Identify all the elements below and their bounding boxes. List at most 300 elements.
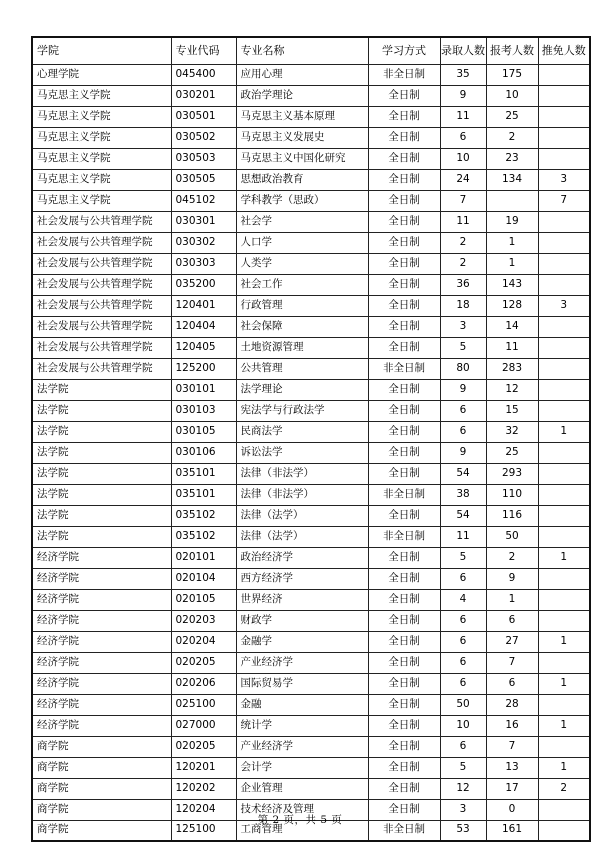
cell-major-name: 行政管理 <box>236 295 368 316</box>
cell-major-code: 030501 <box>171 106 236 127</box>
cell-major-code: 035101 <box>171 484 236 505</box>
cell-college: 马克思主义学院 <box>32 148 171 169</box>
cell-applied: 15 <box>486 400 538 421</box>
cell-study-mode: 非全日制 <box>368 526 440 547</box>
table-row <box>32 400 590 421</box>
cell-admitted: 12 <box>440 778 486 799</box>
cell-major-code: 120202 <box>171 778 236 799</box>
cell-major-name: 国际贸易学 <box>236 673 368 694</box>
cell-college: 经济学院 <box>32 673 171 694</box>
cell-major-code: 030502 <box>171 127 236 148</box>
cell-recommended <box>538 694 590 715</box>
cell-major-name: 学科教学（思政） <box>236 190 368 211</box>
cell-admitted: 11 <box>440 526 486 547</box>
table-row <box>32 337 590 358</box>
cell-recommended <box>538 316 590 337</box>
cell-college: 经济学院 <box>32 715 171 736</box>
cell-admitted: 3 <box>440 316 486 337</box>
cell-major-name: 企业管理 <box>236 778 368 799</box>
cell-college: 法学院 <box>32 400 171 421</box>
column-header-college: 学院 <box>32 37 171 64</box>
cell-major-name: 马克思主义发展史 <box>236 127 368 148</box>
cell-college: 心理学院 <box>32 64 171 85</box>
cell-major-name: 应用心理 <box>236 64 368 85</box>
cell-major-code: 020206 <box>171 673 236 694</box>
table-row <box>32 547 590 568</box>
cell-study-mode: 全日制 <box>368 148 440 169</box>
cell-study-mode: 全日制 <box>368 589 440 610</box>
cell-recommended <box>538 568 590 589</box>
cell-applied: 7 <box>486 736 538 757</box>
cell-applied: 28 <box>486 694 538 715</box>
table-row <box>32 274 590 295</box>
cell-recommended <box>538 274 590 295</box>
cell-major-code: 020105 <box>171 589 236 610</box>
cell-applied: 27 <box>486 631 538 652</box>
cell-college: 社会发展与公共管理学院 <box>32 337 171 358</box>
table-row <box>32 610 590 631</box>
cell-recommended: 1 <box>538 757 590 778</box>
cell-study-mode: 全日制 <box>368 631 440 652</box>
table-row <box>32 421 590 442</box>
cell-recommended: 1 <box>538 673 590 694</box>
cell-major-name: 宪法学与行政法学 <box>236 400 368 421</box>
cell-applied: 23 <box>486 148 538 169</box>
cell-major-code: 125100 <box>171 820 236 841</box>
table-row <box>32 85 590 106</box>
cell-study-mode: 非全日制 <box>368 358 440 379</box>
cell-admitted: 6 <box>440 673 486 694</box>
cell-college: 社会发展与公共管理学院 <box>32 274 171 295</box>
cell-major-name: 世界经济 <box>236 589 368 610</box>
table-row <box>32 694 590 715</box>
cell-study-mode: 全日制 <box>368 379 440 400</box>
page-footer: 第 2 页，共 5 页 <box>257 814 343 826</box>
cell-study-mode: 全日制 <box>368 799 440 820</box>
cell-applied: 11 <box>486 337 538 358</box>
cell-study-mode: 全日制 <box>368 505 440 526</box>
cell-major-code: 045102 <box>171 190 236 211</box>
cell-admitted: 4 <box>440 589 486 610</box>
table-row <box>32 358 590 379</box>
cell-study-mode: 非全日制 <box>368 64 440 85</box>
column-header-major-code: 专业代码 <box>171 37 236 64</box>
cell-major-code: 120401 <box>171 295 236 316</box>
column-header-major-name: 专业名称 <box>236 37 368 64</box>
cell-admitted: 6 <box>440 568 486 589</box>
cell-college: 商学院 <box>32 736 171 757</box>
cell-applied: 293 <box>486 463 538 484</box>
cell-major-code: 030106 <box>171 442 236 463</box>
cell-admitted: 2 <box>440 253 486 274</box>
cell-college: 商学院 <box>32 757 171 778</box>
cell-recommended: 1 <box>538 631 590 652</box>
cell-college: 社会发展与公共管理学院 <box>32 295 171 316</box>
cell-major-name: 社会学 <box>236 211 368 232</box>
table-row <box>32 379 590 400</box>
cell-study-mode: 全日制 <box>368 253 440 274</box>
cell-study-mode: 全日制 <box>368 694 440 715</box>
cell-applied: 283 <box>486 358 538 379</box>
cell-admitted: 3 <box>440 799 486 820</box>
cell-admitted: 6 <box>440 400 486 421</box>
cell-applied: 10 <box>486 85 538 106</box>
cell-major-name: 西方经济学 <box>236 568 368 589</box>
cell-college: 经济学院 <box>32 589 171 610</box>
cell-college: 马克思主义学院 <box>32 127 171 148</box>
cell-major-code: 020205 <box>171 652 236 673</box>
cell-major-name: 公共管理 <box>236 358 368 379</box>
cell-study-mode: 全日制 <box>368 442 440 463</box>
cell-study-mode: 全日制 <box>368 127 440 148</box>
cell-major-code: 020205 <box>171 736 236 757</box>
table-row <box>32 736 590 757</box>
cell-study-mode: 全日制 <box>368 274 440 295</box>
cell-college: 法学院 <box>32 463 171 484</box>
column-header-applied: 报考人数 <box>486 37 538 64</box>
cell-admitted: 53 <box>440 820 486 841</box>
table-row <box>32 316 590 337</box>
cell-applied: 9 <box>486 568 538 589</box>
cell-study-mode: 全日制 <box>368 421 440 442</box>
cell-major-code: 020204 <box>171 631 236 652</box>
cell-applied: 134 <box>486 169 538 190</box>
cell-admitted: 54 <box>440 463 486 484</box>
cell-admitted: 10 <box>440 715 486 736</box>
cell-college: 法学院 <box>32 526 171 547</box>
cell-recommended: 1 <box>538 421 590 442</box>
cell-college: 商学院 <box>32 799 171 820</box>
cell-recommended <box>538 463 590 484</box>
cell-major-code: 035102 <box>171 505 236 526</box>
column-header-study-mode: 学习方式 <box>368 37 440 64</box>
cell-applied: 32 <box>486 421 538 442</box>
cell-applied: 14 <box>486 316 538 337</box>
cell-admitted: 6 <box>440 610 486 631</box>
cell-admitted: 24 <box>440 169 486 190</box>
cell-college: 经济学院 <box>32 547 171 568</box>
cell-major-name: 思想政治教育 <box>236 169 368 190</box>
cell-college: 社会发展与公共管理学院 <box>32 316 171 337</box>
table-row <box>32 148 590 169</box>
cell-major-name: 工商管理 <box>236 820 368 841</box>
cell-major-name: 人口学 <box>236 232 368 253</box>
cell-admitted: 36 <box>440 274 486 295</box>
table-row <box>32 484 590 505</box>
cell-major-code: 030101 <box>171 379 236 400</box>
cell-study-mode: 非全日制 <box>368 484 440 505</box>
cell-recommended <box>538 211 590 232</box>
cell-college: 商学院 <box>32 778 171 799</box>
cell-study-mode: 全日制 <box>368 211 440 232</box>
cell-study-mode: 全日制 <box>368 400 440 421</box>
cell-admitted: 9 <box>440 379 486 400</box>
cell-applied: 7 <box>486 652 538 673</box>
cell-admitted: 50 <box>440 694 486 715</box>
table-row <box>32 106 590 127</box>
cell-major-name: 土地资源管理 <box>236 337 368 358</box>
cell-major-name: 民商法学 <box>236 421 368 442</box>
table-row <box>32 463 590 484</box>
table-row <box>32 64 590 85</box>
cell-college: 经济学院 <box>32 694 171 715</box>
cell-study-mode: 全日制 <box>368 85 440 106</box>
cell-recommended <box>538 232 590 253</box>
cell-major-code: 030503 <box>171 148 236 169</box>
cell-study-mode: 全日制 <box>368 736 440 757</box>
cell-admitted: 5 <box>440 757 486 778</box>
table-row <box>32 442 590 463</box>
cell-college: 马克思主义学院 <box>32 169 171 190</box>
cell-major-code: 120405 <box>171 337 236 358</box>
cell-recommended <box>538 526 590 547</box>
cell-college: 社会发展与公共管理学院 <box>32 253 171 274</box>
cell-college: 经济学院 <box>32 568 171 589</box>
cell-admitted: 9 <box>440 442 486 463</box>
cell-major-name: 社会保障 <box>236 316 368 337</box>
cell-major-code: 020104 <box>171 568 236 589</box>
cell-applied: 2 <box>486 547 538 568</box>
cell-study-mode: 全日制 <box>368 337 440 358</box>
table-row <box>32 190 590 211</box>
cell-study-mode: 全日制 <box>368 547 440 568</box>
cell-applied: 1 <box>486 589 538 610</box>
cell-study-mode: 全日制 <box>368 169 440 190</box>
cell-admitted: 10 <box>440 148 486 169</box>
cell-applied: 1 <box>486 232 538 253</box>
cell-major-name: 产业经济学 <box>236 736 368 757</box>
cell-major-code: 125200 <box>171 358 236 379</box>
cell-applied: 110 <box>486 484 538 505</box>
cell-recommended <box>538 736 590 757</box>
cell-major-code: 030303 <box>171 253 236 274</box>
cell-major-code: 020203 <box>171 610 236 631</box>
cell-college: 马克思主义学院 <box>32 85 171 106</box>
cell-college: 经济学院 <box>32 631 171 652</box>
cell-major-code: 025100 <box>171 694 236 715</box>
cell-major-name: 社会工作 <box>236 274 368 295</box>
cell-major-code: 030201 <box>171 85 236 106</box>
cell-major-name: 法学理论 <box>236 379 368 400</box>
cell-admitted: 6 <box>440 421 486 442</box>
cell-applied: 12 <box>486 379 538 400</box>
cell-admitted: 6 <box>440 127 486 148</box>
cell-study-mode: 全日制 <box>368 757 440 778</box>
cell-major-code: 120201 <box>171 757 236 778</box>
table-row <box>32 757 590 778</box>
cell-major-name: 马克思主义基本原理 <box>236 106 368 127</box>
cell-major-name: 人类学 <box>236 253 368 274</box>
cell-recommended <box>538 379 590 400</box>
cell-applied: 19 <box>486 211 538 232</box>
table-row <box>32 715 590 736</box>
cell-admitted: 11 <box>440 211 486 232</box>
cell-study-mode: 非全日制 <box>368 820 440 841</box>
cell-recommended <box>538 85 590 106</box>
cell-recommended <box>538 484 590 505</box>
cell-admitted: 6 <box>440 736 486 757</box>
cell-major-code: 027000 <box>171 715 236 736</box>
cell-recommended <box>538 253 590 274</box>
cell-applied: 1 <box>486 253 538 274</box>
cell-study-mode: 全日制 <box>368 568 440 589</box>
cell-major-code: 030301 <box>171 211 236 232</box>
cell-applied <box>486 190 538 211</box>
table-row <box>32 505 590 526</box>
cell-recommended <box>538 589 590 610</box>
table-row <box>32 673 590 694</box>
table-row <box>32 169 590 190</box>
cell-admitted: 54 <box>440 505 486 526</box>
cell-study-mode: 全日制 <box>368 190 440 211</box>
cell-applied: 13 <box>486 757 538 778</box>
cell-applied: 6 <box>486 610 538 631</box>
cell-major-name: 会计学 <box>236 757 368 778</box>
cell-major-code: 030505 <box>171 169 236 190</box>
table-row <box>32 295 590 316</box>
cell-study-mode: 全日制 <box>368 778 440 799</box>
cell-major-code: 120404 <box>171 316 236 337</box>
cell-applied: 25 <box>486 442 538 463</box>
cell-study-mode: 全日制 <box>368 610 440 631</box>
cell-major-name: 产业经济学 <box>236 652 368 673</box>
cell-applied: 161 <box>486 820 538 841</box>
table-body <box>32 64 590 841</box>
cell-recommended: 7 <box>538 190 590 211</box>
table-row <box>32 589 590 610</box>
table-row <box>32 253 590 274</box>
cell-admitted: 35 <box>440 64 486 85</box>
cell-recommended <box>538 127 590 148</box>
cell-admitted: 5 <box>440 547 486 568</box>
cell-major-name: 法律（法学） <box>236 505 368 526</box>
cell-college: 经济学院 <box>32 652 171 673</box>
cell-college: 经济学院 <box>32 610 171 631</box>
cell-admitted: 18 <box>440 295 486 316</box>
table-row <box>32 631 590 652</box>
cell-major-name: 法律（法学） <box>236 526 368 547</box>
cell-admitted: 6 <box>440 652 486 673</box>
table-header <box>32 37 590 64</box>
table-header-row <box>32 37 590 64</box>
cell-study-mode: 全日制 <box>368 106 440 127</box>
cell-college: 社会发展与公共管理学院 <box>32 232 171 253</box>
cell-recommended <box>538 148 590 169</box>
cell-study-mode: 全日制 <box>368 652 440 673</box>
cell-college: 法学院 <box>32 421 171 442</box>
cell-admitted: 2 <box>440 232 486 253</box>
cell-recommended: 1 <box>538 715 590 736</box>
cell-college: 马克思主义学院 <box>32 190 171 211</box>
table-row <box>32 232 590 253</box>
cell-applied: 128 <box>486 295 538 316</box>
cell-recommended: 2 <box>538 778 590 799</box>
cell-recommended <box>538 106 590 127</box>
cell-major-name: 法律（非法学） <box>236 463 368 484</box>
cell-recommended <box>538 610 590 631</box>
table-row <box>32 778 590 799</box>
cell-study-mode: 全日制 <box>368 295 440 316</box>
cell-recommended <box>538 337 590 358</box>
cell-college: 马克思主义学院 <box>32 106 171 127</box>
cell-major-name: 技术经济及管理 <box>236 799 368 820</box>
cell-recommended <box>538 64 590 85</box>
table-row <box>32 652 590 673</box>
cell-major-code: 035102 <box>171 526 236 547</box>
cell-college: 法学院 <box>32 484 171 505</box>
cell-major-code: 030103 <box>171 400 236 421</box>
cell-applied: 2 <box>486 127 538 148</box>
table-row <box>32 127 590 148</box>
cell-applied: 143 <box>486 274 538 295</box>
cell-major-name: 财政学 <box>236 610 368 631</box>
table-row <box>32 526 590 547</box>
cell-recommended <box>538 505 590 526</box>
cell-major-code: 030105 <box>171 421 236 442</box>
cell-study-mode: 全日制 <box>368 316 440 337</box>
cell-applied: 17 <box>486 778 538 799</box>
cell-major-code: 045400 <box>171 64 236 85</box>
cell-applied: 116 <box>486 505 538 526</box>
cell-applied: 175 <box>486 64 538 85</box>
cell-study-mode: 全日制 <box>368 463 440 484</box>
cell-admitted: 5 <box>440 337 486 358</box>
cell-recommended <box>538 400 590 421</box>
cell-recommended: 1 <box>538 547 590 568</box>
cell-study-mode: 全日制 <box>368 673 440 694</box>
cell-college: 法学院 <box>32 442 171 463</box>
cell-major-name: 马克思主义中国化研究 <box>236 148 368 169</box>
cell-recommended <box>538 442 590 463</box>
cell-major-name: 金融 <box>236 694 368 715</box>
cell-admitted: 38 <box>440 484 486 505</box>
cell-major-name: 政治经济学 <box>236 547 368 568</box>
table-row <box>32 568 590 589</box>
cell-college: 商学院 <box>32 820 171 841</box>
cell-major-code: 035200 <box>171 274 236 295</box>
cell-recommended: 3 <box>538 295 590 316</box>
cell-major-name: 统计学 <box>236 715 368 736</box>
cell-admitted: 11 <box>440 106 486 127</box>
cell-major-code: 020101 <box>171 547 236 568</box>
cell-college: 社会发展与公共管理学院 <box>32 211 171 232</box>
cell-applied: 25 <box>486 106 538 127</box>
cell-recommended <box>538 358 590 379</box>
cell-admitted: 7 <box>440 190 486 211</box>
column-header-recommended: 推免人数 <box>538 37 590 64</box>
cell-major-name: 诉讼法学 <box>236 442 368 463</box>
cell-applied: 50 <box>486 526 538 547</box>
table-row <box>32 211 590 232</box>
cell-major-code: 030302 <box>171 232 236 253</box>
cell-major-name: 法律（非法学） <box>236 484 368 505</box>
cell-admitted: 6 <box>440 631 486 652</box>
cell-applied: 16 <box>486 715 538 736</box>
cell-applied: 6 <box>486 673 538 694</box>
cell-admitted: 80 <box>440 358 486 379</box>
admissions-statistics-table <box>31 36 591 842</box>
cell-college: 法学院 <box>32 505 171 526</box>
cell-major-code: 035101 <box>171 463 236 484</box>
cell-major-name: 政治学理论 <box>236 85 368 106</box>
cell-study-mode: 全日制 <box>368 232 440 253</box>
cell-admitted: 9 <box>440 85 486 106</box>
column-header-admitted: 录取人数 <box>440 37 486 64</box>
cell-study-mode: 全日制 <box>368 715 440 736</box>
cell-major-code: 120204 <box>171 799 236 820</box>
cell-college: 社会发展与公共管理学院 <box>32 358 171 379</box>
cell-major-name: 金融学 <box>236 631 368 652</box>
